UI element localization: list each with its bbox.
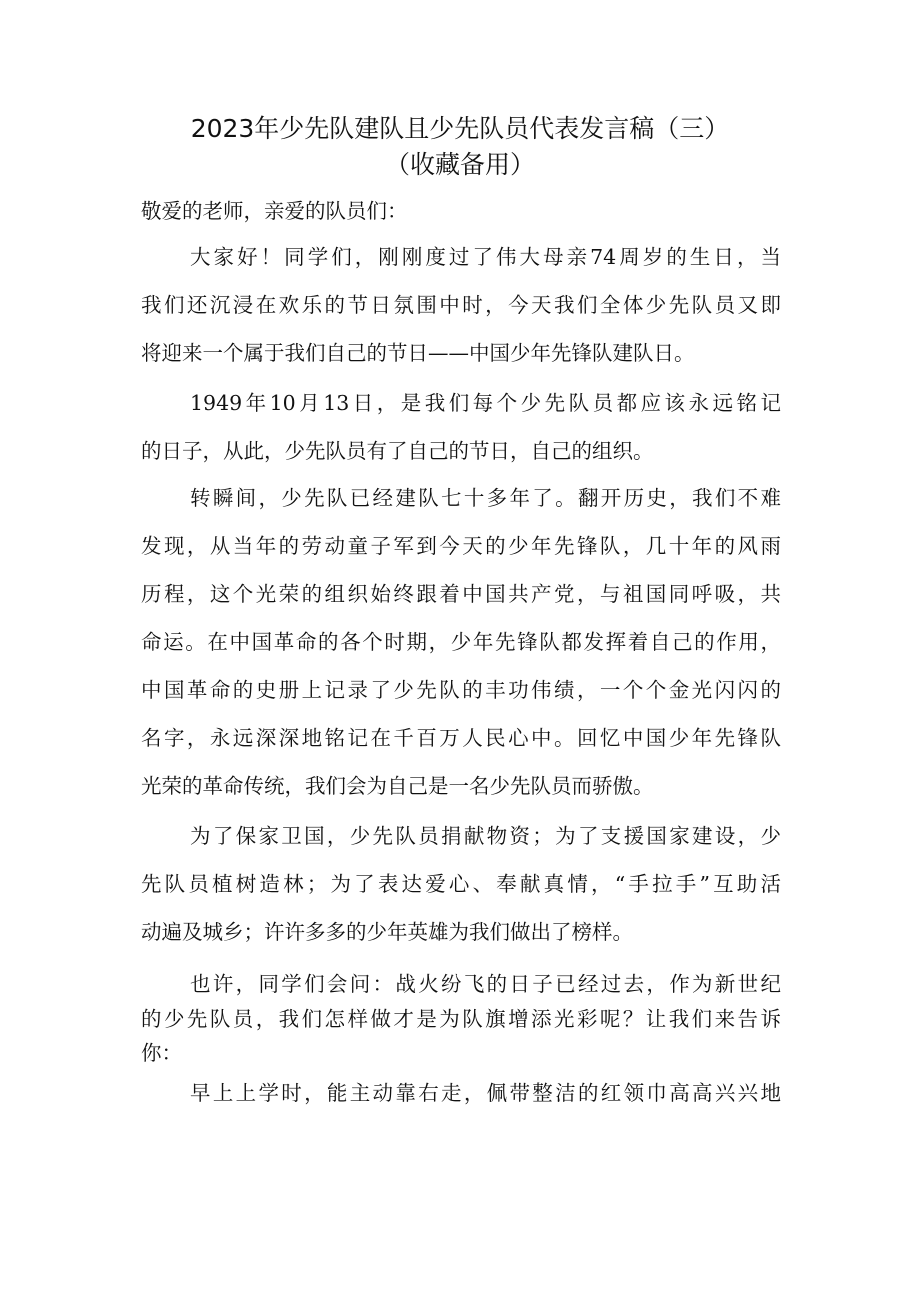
paragraph-line: 为了保家卫国，少先队员捐献物资；为了支援国家建设，少	[190, 824, 781, 848]
paragraph-line: 光荣的革命传统，我们会为自己是一名少先队员而骄傲。	[141, 774, 654, 798]
paragraph-line: 历程，这个光荣的组织始终跟着中国共产党，与祖国同呼吸，共	[141, 582, 781, 606]
paragraph-line: 我们还沉浸在欢乐的节日氛围中时，今天我们全体少先队员又即	[141, 293, 781, 317]
paragraph-line: 将迎来一个属于我们自己的节日——中国少年先锋队建队日。	[141, 341, 695, 365]
paragraph-line: 中国革命的史册上记录了少先队的丰功伟绩，一个个金光闪闪的	[141, 678, 781, 702]
document-title: 2023年少先队建队且少先队员代表发言稿（三）	[190, 114, 730, 143]
document-subtitle: （收藏备用）	[384, 150, 535, 179]
paragraph-line: 先队员植树造林；为了表达爱心、奉献真情，“手拉手”互助活	[141, 872, 781, 896]
paragraph-line: 早上上学时，能主动靠右走，佩带整洁的红领巾高高兴兴地	[190, 1081, 781, 1105]
paragraph-line: 命运。在中国革命的各个时期，少年先锋队都发挥着自己的作用，	[141, 630, 781, 654]
salutation: 敬爱的老师，亲爱的队员们：	[141, 199, 408, 223]
paragraph-line: 1949年10月13日，是我们每个少先队员都应该永远铭记	[190, 391, 781, 415]
paragraph-line: 发现，从当年的劳动童子军到今天的少年先锋队，几十年的风雨	[141, 534, 781, 558]
paragraph-line: 动遍及城乡；许许多多的少年英雄为我们做出了榜样。	[141, 920, 633, 944]
paragraph-line: 你：	[141, 1041, 182, 1065]
paragraph-line: 名字，永远深深地铭记在千百万人民心中。回忆中国少年先锋队	[141, 726, 781, 750]
paragraph-line: 转瞬间，少先队已经建队七十多年了。翻开历史，我们不难	[190, 486, 781, 510]
paragraph-line: 的少先队员，我们怎样做才是为队旗增添光彩呢？让我们来告诉	[141, 1007, 781, 1031]
paragraph-line: 也许，同学们会问：战火纷飞的日子已经过去，作为新世纪	[190, 972, 781, 996]
paragraph-line: 的日子，从此，少先队员有了自己的节日，自己的组织。	[141, 439, 654, 463]
paragraph-line: 大家好！同学们，刚刚度过了伟大母亲74周岁的生日，当	[190, 245, 781, 269]
